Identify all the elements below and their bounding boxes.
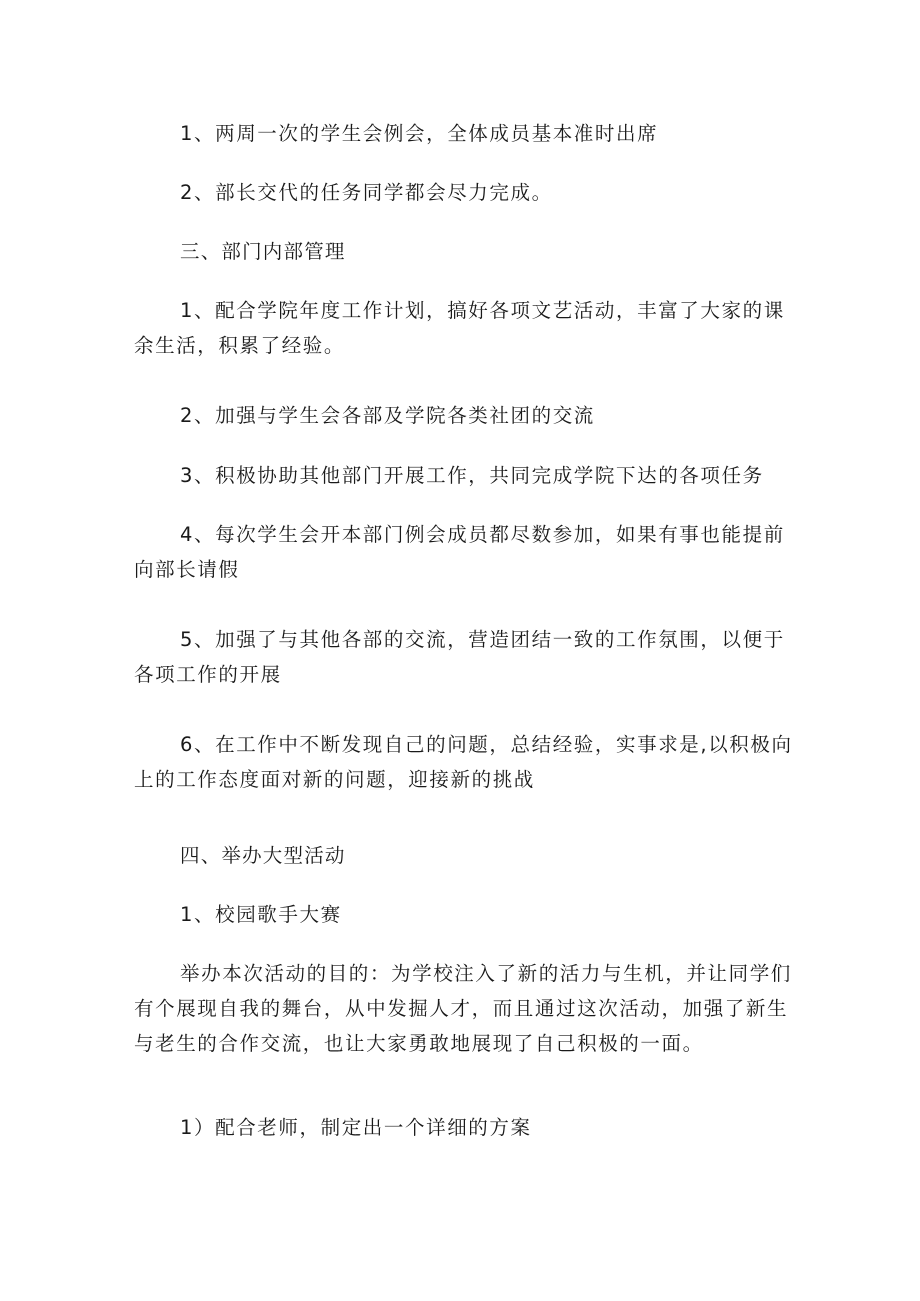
paragraph-singer-contest: 1、校园歌手大赛 xyxy=(180,903,342,926)
paragraph-self-improvement: 6、在工作中不断发现自己的问题，总结经验，实事求是,以积极向上的工作态度面对新的问题，迎接新的挑战 xyxy=(134,733,793,791)
paragraph-meeting-participation: 4、每次学生会开本部门例会成员都尽数参加，如果有事也能提前向部长请假 xyxy=(134,523,785,581)
section-heading-large-events: 四、举办大型活动 xyxy=(180,844,346,867)
paragraph-meeting-attendance: 1、两周一次的学生会例会，全体成员基本准时出席 xyxy=(180,122,659,145)
paragraph-club-exchange: 2、加强与学生会各部及学院各类社团的交流 xyxy=(180,404,595,427)
section-heading-internal-management: 三、部门内部管理 xyxy=(180,240,346,263)
paragraph-team-unity: 5、加强了与其他各部的交流，营造团结一致的工作氛围，以便于各项工作的开展 xyxy=(134,628,785,686)
paragraph-event-purpose: 举办本次活动的目的：为学校注入了新的活力与生机，并让同学们有个展现自我的舞台，从中发掘人才，而且通过这次活动，加强了新生与老生的合作交流，也让大家勇敢地展现了自己积极的一面。 xyxy=(134,962,792,1055)
paragraph-plan-with-teacher: 1）配合老师，制定出一个详细的方案 xyxy=(180,1116,532,1139)
paragraph-assist-departments: 3、积极协助其他部门开展工作，共同完成学院下达的各项任务 xyxy=(180,464,764,487)
paragraph-annual-plan: 1、配合学院年度工作计划，搞好各项文艺活动，丰富了大家的课余生活，积累了经验。 xyxy=(134,299,785,357)
paragraph-task-completion: 2、部长交代的任务同学都会尽力完成。 xyxy=(180,181,553,204)
